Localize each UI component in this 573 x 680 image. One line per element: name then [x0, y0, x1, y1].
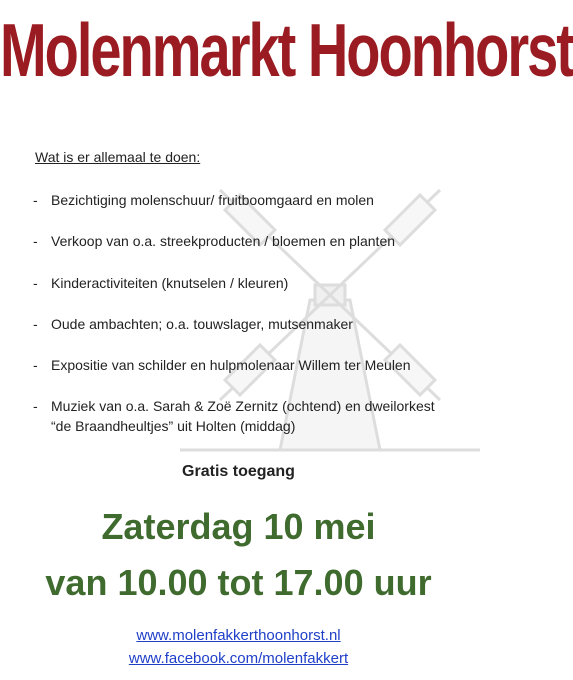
list-item: [33, 273, 451, 293]
event-time: van 10.00 tot 17.00 uur: [45, 562, 432, 603]
list-item-text: Muziek van o.a. Sarah & Zoë Zernitz (ochtend) en dweilorkest “de Braandheultjes” uit Holten (middag): [51, 398, 435, 434]
list-item: [33, 190, 451, 210]
list-dash: -: [33, 275, 38, 291]
list-dash: -: [33, 398, 38, 414]
list-dash: -: [33, 233, 38, 249]
intro-heading: Wat is er allemaal te doen:: [35, 149, 201, 165]
page-title: Molenmarkt Hoonhorst: [0, 7, 573, 93]
event-date: Zaterdag 10 mei: [101, 506, 376, 547]
list-dash: -: [33, 357, 38, 373]
list-dash: -: [33, 316, 38, 332]
list-dash: -: [33, 192, 38, 208]
admission-text: Gratis toegang: [182, 463, 295, 480]
list-item: [33, 355, 451, 375]
list-item-text: Oude ambachten; o.a. touwslager, mutsenmaker: [51, 316, 353, 332]
list-item: [33, 231, 451, 251]
list-item-text: Bezichtiging molenschuur/ fruitboomgaard en molen: [51, 192, 374, 208]
list-item-text: Expositie van schilder en hulpmolenaar Willem ter Meulen: [51, 357, 411, 373]
list-item: [33, 314, 451, 334]
list-item-text: Verkoop van o.a. streekproducten / bloemen en planten: [51, 233, 396, 249]
list-item: [33, 396, 451, 436]
website-link[interactable]: www.molenfakkerthoonhorst.nl: [136, 627, 341, 644]
list-item-text: Kinderactiviteiten (knutselen / kleuren): [51, 275, 289, 291]
facebook-link[interactable]: www.facebook.com/molenfakkert: [128, 650, 349, 667]
